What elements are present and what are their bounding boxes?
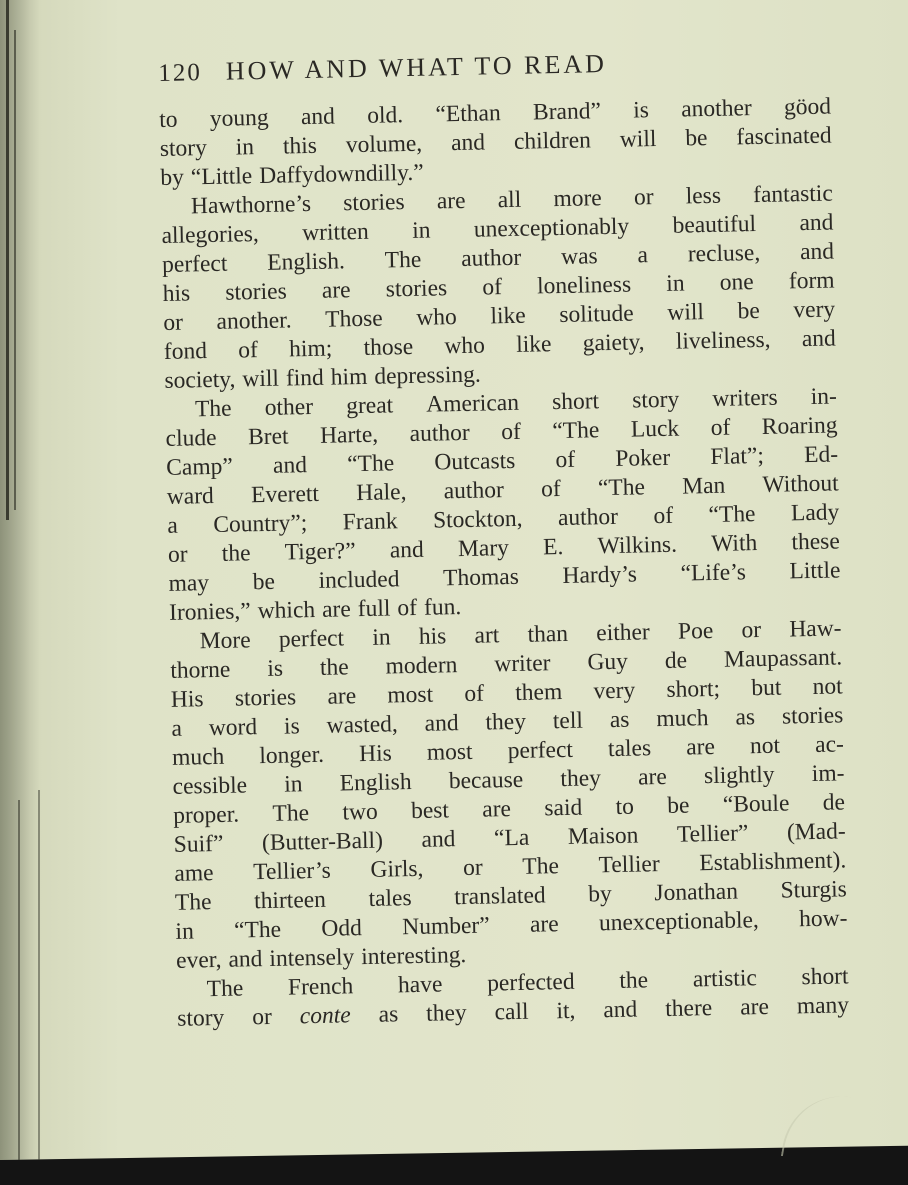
text-line: a word is wasted, and they tell as much as stories	[171, 702, 844, 742]
text-line: ward Everett Hale, author of “The Man Without	[166, 470, 839, 510]
text-line: clude Bret Harte, author of “The Luck of Roaring	[165, 412, 838, 452]
text-line: or another. Those who like solitude will be very	[163, 296, 836, 336]
text-line: allegories, written in unexceptionably beautiful and	[161, 209, 834, 249]
text-line: Ironies,” which are full of fun.	[168, 594, 462, 626]
text-line: society, will find him depressing.	[164, 361, 481, 394]
binding-edge	[14, 30, 16, 510]
text-line: The other great American short story writers in-	[194, 383, 838, 423]
text-line: much longer. His most perfect tales are not ac-	[171, 731, 845, 771]
text-line: His stories are most of them very short; but not	[170, 673, 843, 713]
body-text	[159, 93, 849, 1034]
text-line: cessible in English because they are slightly im-	[172, 760, 845, 800]
text-line: The French have perfected the artistic short	[206, 963, 849, 1003]
text-line: More perfect in his art than either Poe or Haw-	[199, 615, 842, 655]
running-title: HOW AND WHAT TO READ	[225, 48, 608, 86]
binding-edge	[38, 790, 40, 1160]
text-line: perfect English. The author was a recluse, and	[161, 238, 835, 278]
text-line: by “Little Daffydowndilly.”	[160, 159, 424, 191]
text-line: The thirteen tales translated by Jonathan Sturgis	[174, 876, 848, 916]
binding-edge	[6, 0, 9, 520]
text-line: his stories are stories of loneliness in one form	[162, 267, 835, 307]
text-line: Camp” and “The Outcasts of Poker Flat”; Ed-	[165, 441, 839, 481]
text-line: may be included Thomas Hardy’s “Life’s Little	[168, 557, 841, 597]
page-number: 120	[158, 59, 203, 87]
text-line: in “The Odd Number” are unexceptionable, how-	[175, 905, 848, 945]
text-line: or the Tiger?” and Mary E. Wilkins. With these	[167, 528, 841, 568]
text-line: fond of him; those who like gaiety, liveliness, and	[163, 325, 836, 365]
text-line: Suif” (Butter-Ball) and “La Maison Tellier” (Mad-	[173, 818, 846, 858]
text-line: ame Tellier’s Girls, or The Tellier Establishment).	[174, 847, 847, 887]
text-block	[158, 45, 849, 1034]
text-line: story or conte as they call it, and there are many	[177, 992, 850, 1032]
text-line: story in this volume, and children will be fascinated	[159, 122, 832, 162]
text-line: Hawthorne’s stories are all more or less fantastic	[190, 180, 834, 220]
text-line: ever, and intensely interesting.	[175, 941, 467, 974]
text-line: a Country”; Frank Stockton, author of “The Lady	[167, 499, 840, 539]
text-line: thorne is the modern writer Guy de Maupassant.	[170, 644, 843, 684]
text-line: proper. The two best are said to be “Boule de	[172, 789, 846, 829]
text-line: to young and old. “Ethan Brand” is another göod	[158, 93, 832, 133]
binding-edge	[18, 800, 20, 1160]
